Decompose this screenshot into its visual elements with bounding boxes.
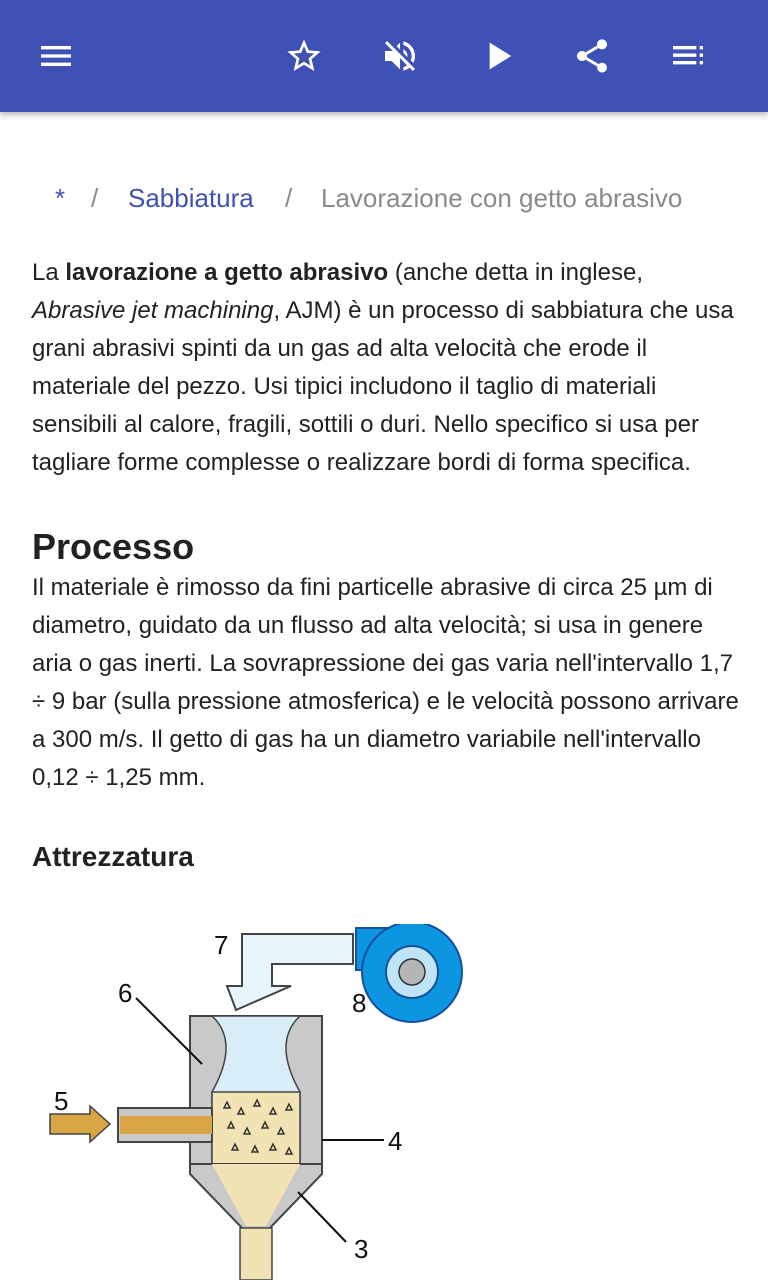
share-button[interactable] xyxy=(564,28,620,84)
leader-line-3 xyxy=(298,1192,346,1242)
blower-rotor xyxy=(399,959,425,985)
play-button[interactable] xyxy=(470,28,526,84)
mute-button[interactable] xyxy=(372,28,428,84)
section-heading-processo: Processo xyxy=(32,526,195,567)
callout-6: 6 xyxy=(118,978,133,1008)
menu-button[interactable] xyxy=(28,28,84,84)
intro-text: (anche detta in inglese, xyxy=(388,259,643,286)
intro-text: La xyxy=(32,259,66,286)
toc-button[interactable] xyxy=(660,28,716,84)
article-content xyxy=(32,254,740,877)
share-icon xyxy=(572,36,612,76)
app-toolbar xyxy=(0,0,768,112)
list-settings-icon xyxy=(668,36,708,76)
abrasive-feed-tube xyxy=(120,1116,212,1134)
breadcrumb xyxy=(0,178,768,222)
callout-5: 5 xyxy=(54,1086,69,1116)
breadcrumb-separator: / xyxy=(285,183,293,213)
subsection-heading-attrezzatura: Attrezzatura xyxy=(32,841,194,872)
breadcrumb-parent-link[interactable]: Sabbiatura xyxy=(128,183,254,213)
menu-icon xyxy=(36,36,76,76)
intro-italic-term: Abrasive jet machining xyxy=(32,297,274,324)
gas-inlet-arrow xyxy=(227,934,353,1010)
intro-bold-term: lavorazione a getto abrasivo xyxy=(65,259,389,286)
abrasive-jet xyxy=(240,1228,272,1280)
callout-4: 4 xyxy=(388,1126,403,1156)
callout-7: 7 xyxy=(214,930,229,960)
breadcrumb-separator: / xyxy=(91,183,99,213)
section-paragraph: Il materiale è rimosso da fini particelle abrasive di circa 25 µm di diametro, guidato da un flusso ad alta velocità; si usa in genere aria o gas inerti. La sovrapressione dei gas varia nell'intervallo 1,7 ÷ 9 bar (sulla pressione atmosferica) e le velocità possono arrivare a 300 m/s. Il getto di gas ha un diametro variabile nell'intervallo 0,12 ÷ 1,25 mm. xyxy=(32,574,739,791)
breadcrumb-root-link[interactable]: * xyxy=(55,183,66,213)
intro-paragraph xyxy=(32,254,740,482)
play-icon xyxy=(478,36,518,76)
callout-3: 3 xyxy=(354,1234,369,1264)
callout-8: 8 xyxy=(352,988,367,1018)
breadcrumb-current: Lavorazione con getto abrasivo xyxy=(321,183,683,213)
intro-text: , AJM) è un processo di sabbiatura che usa grani abrasivi spinti da un gas ad alta velocità che erode il materiale del pezzo. Usi tipici includono il taglio di materiali sensibili al calore, fragili, sottili o duri. Nello specifico si usa per tagliare forme complesse o realizzare bordi di forma specifica. xyxy=(32,297,734,476)
star-icon xyxy=(284,36,324,76)
volume-off-icon xyxy=(380,36,420,76)
ajm-diagram[interactable] xyxy=(40,924,480,1280)
bookmark-button[interactable] xyxy=(276,28,332,84)
